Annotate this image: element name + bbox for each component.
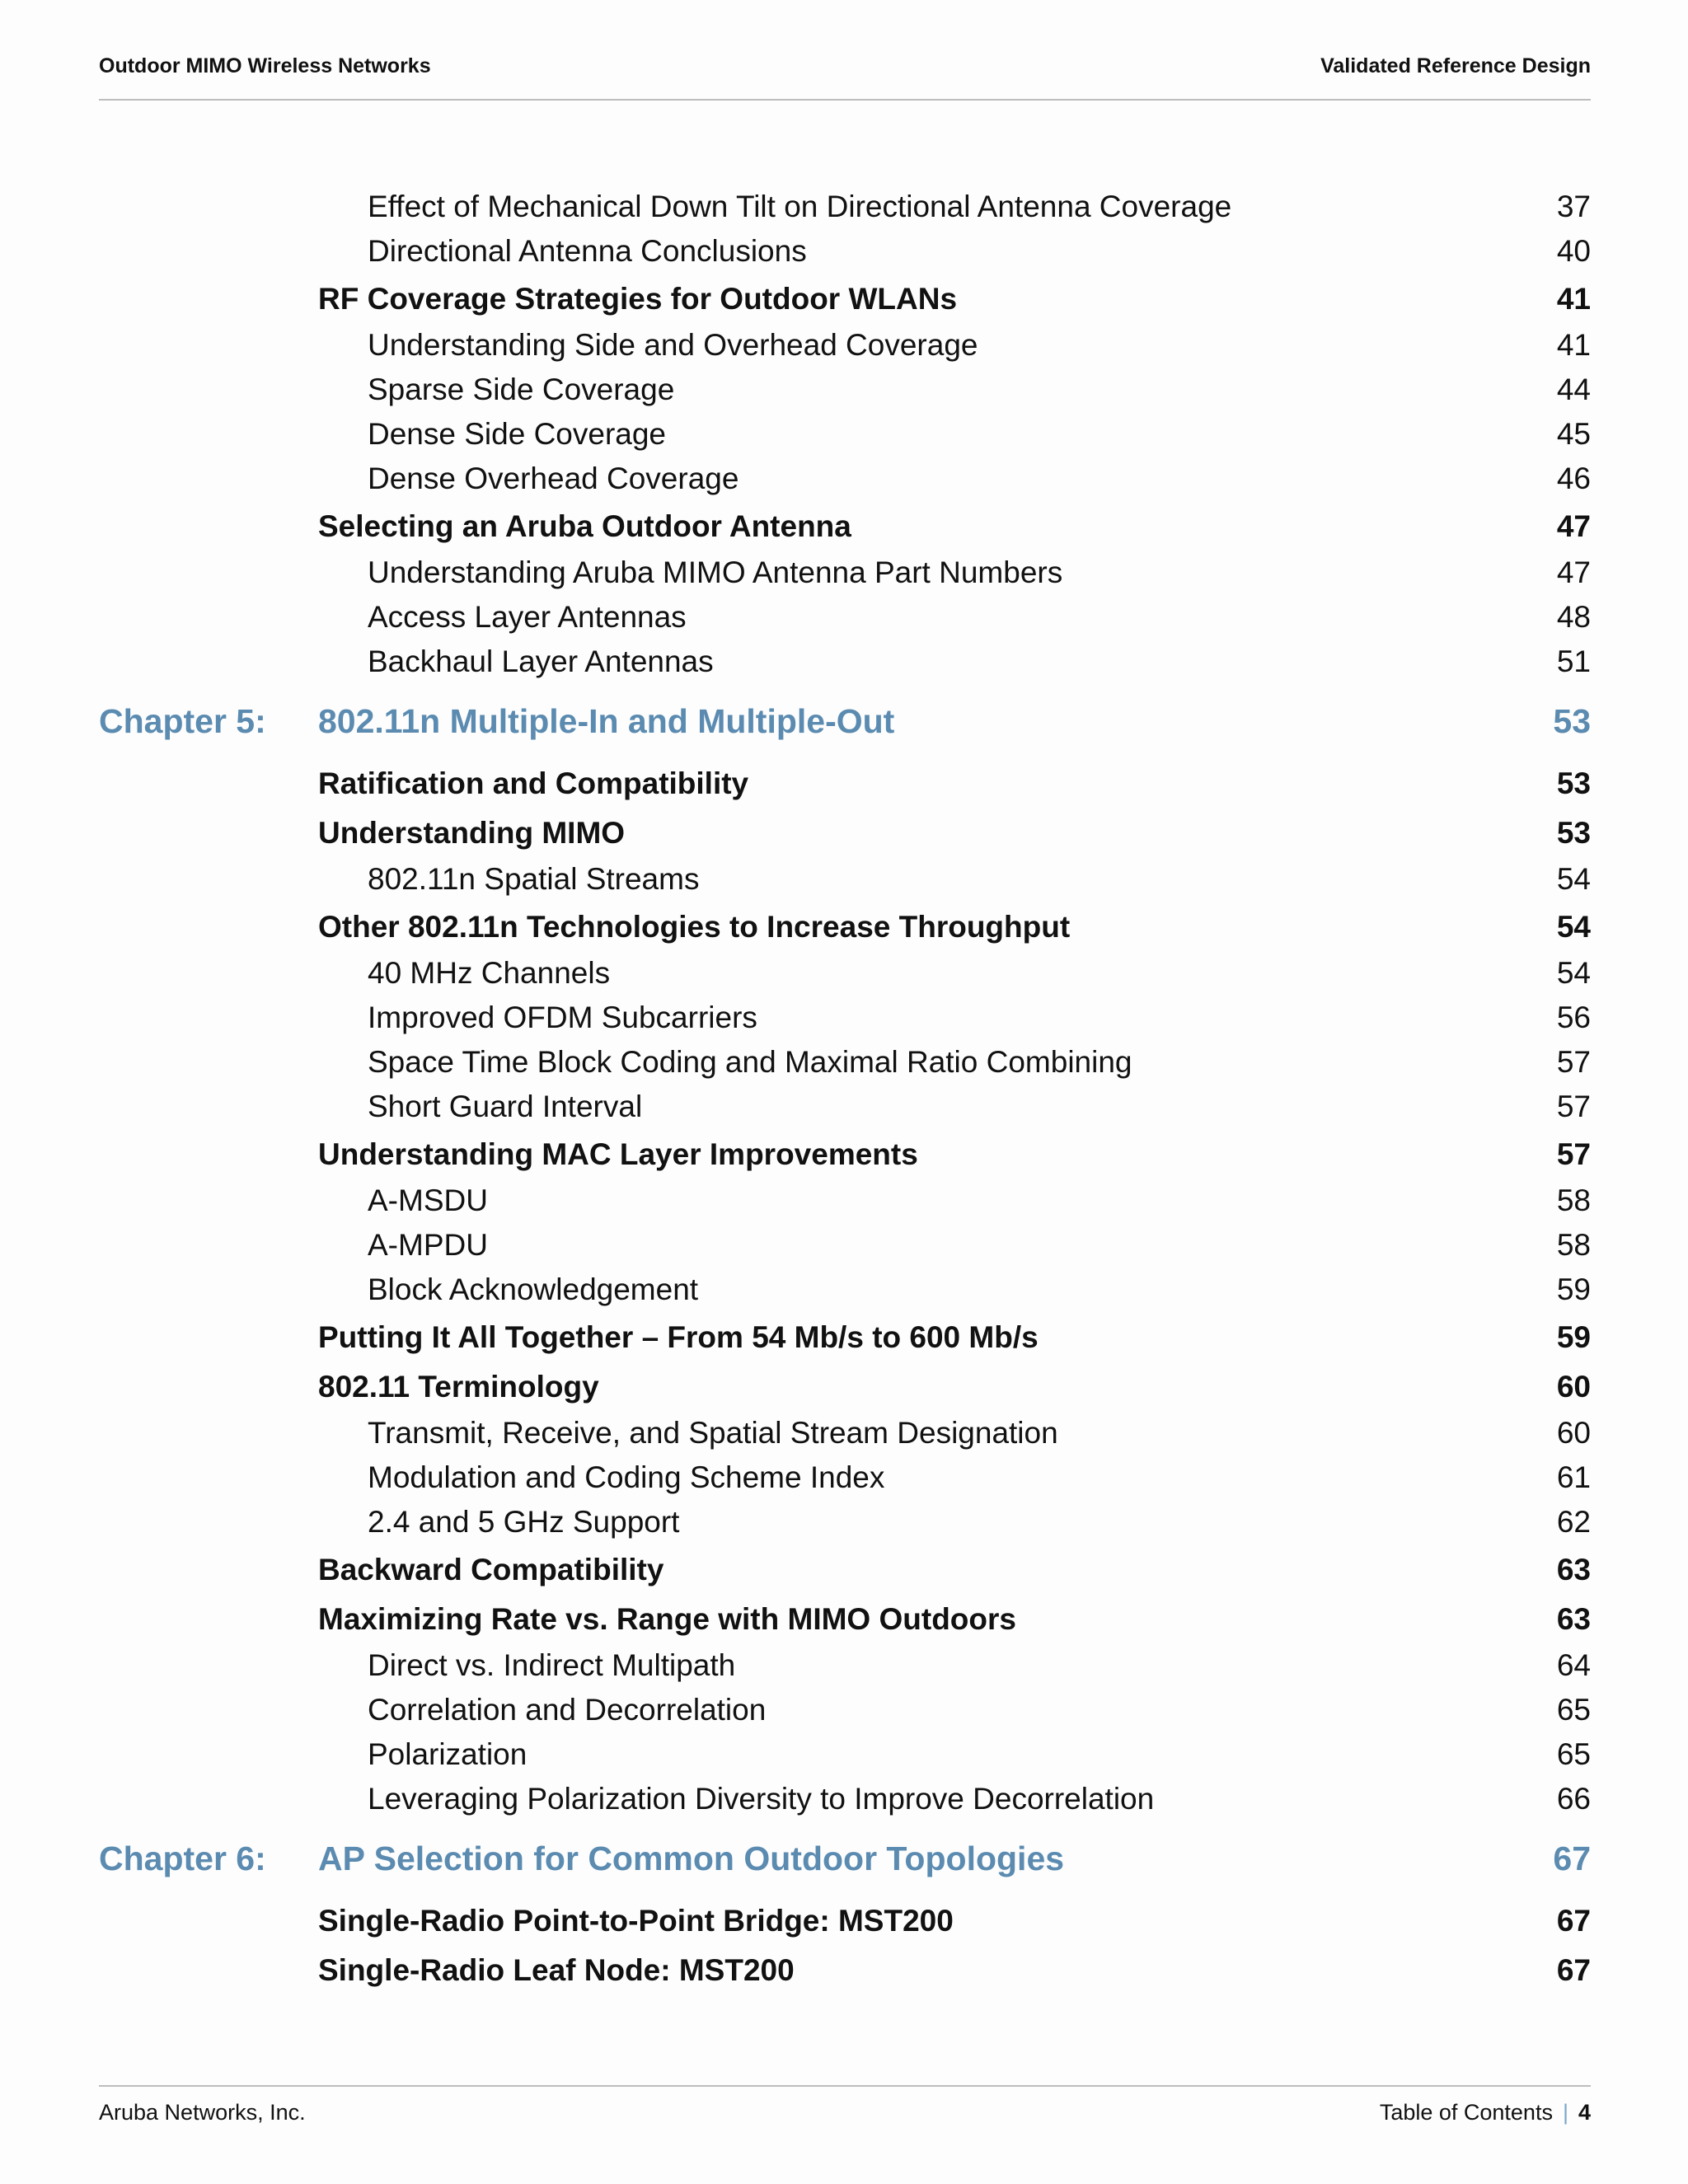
toc-subsection-entry[interactable]	[99, 1686, 1591, 1731]
toc-entry-page: 48	[1556, 600, 1591, 634]
toc-subsection-entry[interactable]	[99, 994, 1591, 1038]
toc-entry-title: Putting It All Together – From 54 Mb/s to 600 Mb/s	[318, 1320, 1039, 1354]
toc-entry-page: 58	[1556, 1228, 1591, 1262]
toc-chapter-entry[interactable]	[99, 686, 1591, 757]
toc-chapter-entry[interactable]	[99, 1823, 1591, 1894]
toc-chapter-label: Chapter 5:	[99, 702, 266, 740]
footer-separator: |	[1562, 2100, 1568, 2125]
toc-section-entry[interactable]	[99, 1310, 1591, 1360]
toc-section-entry[interactable]	[99, 806, 1591, 855]
toc-entry-page: 54	[1556, 910, 1591, 944]
toc-section-entry[interactable]	[99, 1127, 1591, 1177]
toc-subsection-entry[interactable]	[99, 855, 1591, 900]
toc-section-entry[interactable]	[99, 900, 1591, 949]
toc-entry-title: Understanding Side and Overhead Coverage	[368, 328, 978, 362]
toc-entry-title: Dense Side Coverage	[368, 417, 666, 451]
toc-entry-page: 47	[1556, 555, 1591, 589]
toc-section-entry[interactable]	[99, 1894, 1591, 1943]
toc-entry-title: Effect of Mechanical Down Tilt on Directional Antenna Coverage	[368, 190, 1232, 223]
toc-entry-page: 59	[1556, 1320, 1591, 1354]
toc-entry-title: 802.11n Multiple-In and Multiple-Out	[318, 702, 895, 740]
toc-entry-page: 56	[1556, 1001, 1591, 1034]
toc-entry-title: Improved OFDM Subcarriers	[368, 1001, 757, 1034]
toc-entry-title: Direct vs. Indirect Multipath	[368, 1648, 736, 1682]
toc-subsection-entry[interactable]	[99, 1266, 1591, 1310]
toc-entry-title: Short Guard Interval	[368, 1090, 643, 1123]
toc-entry-title: Correlation and Decorrelation	[368, 1693, 767, 1727]
toc-entry-title: Understanding MIMO	[318, 816, 626, 850]
toc-entry-page: 60	[1556, 1416, 1591, 1450]
toc-subsection-entry[interactable]	[99, 1498, 1591, 1543]
toc-subsection-entry[interactable]	[99, 1177, 1591, 1221]
toc-entry-title: A-MSDU	[368, 1183, 488, 1217]
toc-subsection-entry[interactable]	[99, 183, 1591, 227]
toc-entry-title: 40 MHz Channels	[368, 956, 611, 990]
toc-entry-page: 54	[1556, 956, 1591, 990]
toc-entry-page: 54	[1556, 862, 1591, 896]
footer-section-info	[1380, 2100, 1591, 2125]
header-document-title: Outdoor MIMO Wireless Networks	[99, 54, 431, 77]
toc-subsection-entry[interactable]	[99, 1775, 1591, 1820]
toc-entry-page: 44	[1556, 373, 1591, 406]
footer-company: Aruba Networks, Inc.	[99, 2100, 306, 2125]
toc-entry-page: 67	[1553, 1840, 1591, 1877]
toc-subsection-entry[interactable]	[99, 1454, 1591, 1498]
toc-entry-title: Sparse Side Coverage	[368, 373, 675, 406]
toc-entry-page: 57	[1556, 1090, 1591, 1123]
toc-entry-title: Ratification and Compatibility	[318, 766, 749, 800]
footer-section-name: Table of Contents	[1379, 2100, 1553, 2125]
toc-subsection-entry[interactable]	[99, 593, 1591, 638]
toc-section-entry[interactable]	[99, 757, 1591, 806]
toc-entry-page: 41	[1556, 282, 1591, 316]
toc-entry-page: 67	[1556, 1953, 1591, 1987]
toc-entry-page: 66	[1556, 1782, 1591, 1816]
toc-subsection-entry[interactable]	[99, 1642, 1591, 1686]
toc-section-entry[interactable]	[99, 499, 1591, 549]
toc-entry-page: 65	[1556, 1737, 1591, 1771]
toc-entry-title: 802.11n Spatial Streams	[368, 862, 700, 896]
toc-entry-page: 57	[1556, 1137, 1591, 1171]
toc-chapter-label: Chapter 6:	[99, 1840, 266, 1877]
toc-entry-page: 46	[1556, 462, 1591, 495]
toc-entry-page: 63	[1556, 1553, 1591, 1586]
toc-entry-title: Backhaul Layer Antennas	[368, 644, 714, 678]
toc-subsection-entry[interactable]	[99, 410, 1591, 455]
toc-entry-title: Single-Radio Point-to-Point Bridge: MST200	[318, 1904, 954, 1938]
toc-entry-page: 53	[1556, 766, 1591, 800]
toc-entry-title: Dense Overhead Coverage	[368, 462, 739, 495]
toc-entry-page: 61	[1556, 1460, 1591, 1494]
toc-entry-page: 59	[1556, 1272, 1591, 1306]
table-of-contents	[99, 183, 1591, 1993]
toc-entry-page: 60	[1556, 1370, 1591, 1404]
footer-page-number: 4	[1578, 2100, 1591, 2125]
toc-entry-page: 47	[1556, 509, 1591, 543]
page-header	[99, 49, 1591, 101]
toc-subsection-entry[interactable]	[99, 549, 1591, 593]
toc-subsection-entry[interactable]	[99, 1221, 1591, 1266]
toc-entry-page: 37	[1556, 190, 1591, 223]
toc-entry-title: Directional Antenna Conclusions	[368, 234, 807, 268]
toc-entry-title: Access Layer Antennas	[368, 600, 687, 634]
toc-section-entry[interactable]	[99, 1592, 1591, 1642]
toc-entry-title: Polarization	[368, 1737, 528, 1771]
toc-subsection-entry[interactable]	[99, 1731, 1591, 1775]
toc-entry-title: Transmit, Receive, and Spatial Stream Designation	[368, 1416, 1058, 1450]
toc-entry-title: Block Acknowledgement	[368, 1272, 699, 1306]
toc-section-entry[interactable]	[99, 272, 1591, 321]
toc-entry-page: 64	[1556, 1648, 1591, 1682]
page-footer	[99, 2085, 1591, 2144]
toc-section-entry[interactable]	[99, 1543, 1591, 1592]
toc-entry-title: Other 802.11n Technologies to Increase Throughput	[318, 910, 1071, 944]
toc-subsection-entry[interactable]	[99, 1083, 1591, 1127]
toc-entry-page: 63	[1556, 1602, 1591, 1636]
toc-entry-title: Leveraging Polarization Diversity to Improve Decorrelation	[368, 1782, 1155, 1816]
toc-entry-page: 62	[1556, 1505, 1591, 1539]
toc-entry-page: 51	[1556, 644, 1591, 678]
toc-entry-title: 2.4 and 5 GHz Support	[368, 1505, 680, 1539]
toc-entry-title: Backward Compatibility	[318, 1553, 664, 1586]
toc-entry-title: Maximizing Rate vs. Range with MIMO Outdoors	[318, 1602, 1016, 1636]
toc-entry-title: RF Coverage Strategies for Outdoor WLANs	[318, 282, 958, 316]
toc-entry-page: 65	[1556, 1693, 1591, 1727]
toc-subsection-entry[interactable]	[99, 638, 1591, 682]
toc-entry-title: Understanding Aruba MIMO Antenna Part Numbers	[368, 555, 1063, 589]
toc-entry-page: 53	[1556, 816, 1591, 850]
header-document-type: Validated Reference Design	[1320, 54, 1591, 77]
toc-entry-page: 57	[1556, 1045, 1591, 1079]
toc-entry-title: Modulation and Coding Scheme Index	[368, 1460, 885, 1494]
toc-subsection-entry[interactable]	[99, 321, 1591, 366]
toc-subsection-entry[interactable]	[99, 1409, 1591, 1454]
toc-entry-title: Understanding MAC Layer Improvements	[318, 1137, 918, 1171]
toc-entry-title: A-MPDU	[368, 1228, 488, 1262]
toc-subsection-entry[interactable]	[99, 949, 1591, 994]
toc-entry-title: Single-Radio Leaf Node: MST200	[318, 1953, 795, 1987]
toc-entry-title: Selecting an Aruba Outdoor Antenna	[318, 509, 851, 543]
toc-entry-title: Space Time Block Coding and Maximal Ratio Combining	[368, 1045, 1132, 1079]
toc-subsection-entry[interactable]	[99, 455, 1591, 499]
toc-entry-page: 45	[1556, 417, 1591, 451]
toc-subsection-entry[interactable]	[99, 1038, 1591, 1083]
toc-entry-page: 58	[1556, 1183, 1591, 1217]
toc-entry-page: 67	[1556, 1904, 1591, 1938]
toc-section-entry[interactable]	[99, 1360, 1591, 1409]
toc-entry-title: 802.11 Terminology	[318, 1370, 599, 1404]
toc-section-entry[interactable]	[99, 1943, 1591, 1993]
toc-subsection-entry[interactable]	[99, 366, 1591, 410]
toc-subsection-entry[interactable]	[99, 227, 1591, 272]
toc-entry-page: 41	[1556, 328, 1591, 362]
toc-entry-title: AP Selection for Common Outdoor Topologies	[318, 1840, 1065, 1877]
toc-entry-page: 53	[1553, 702, 1591, 740]
toc-entry-page: 40	[1556, 234, 1591, 268]
